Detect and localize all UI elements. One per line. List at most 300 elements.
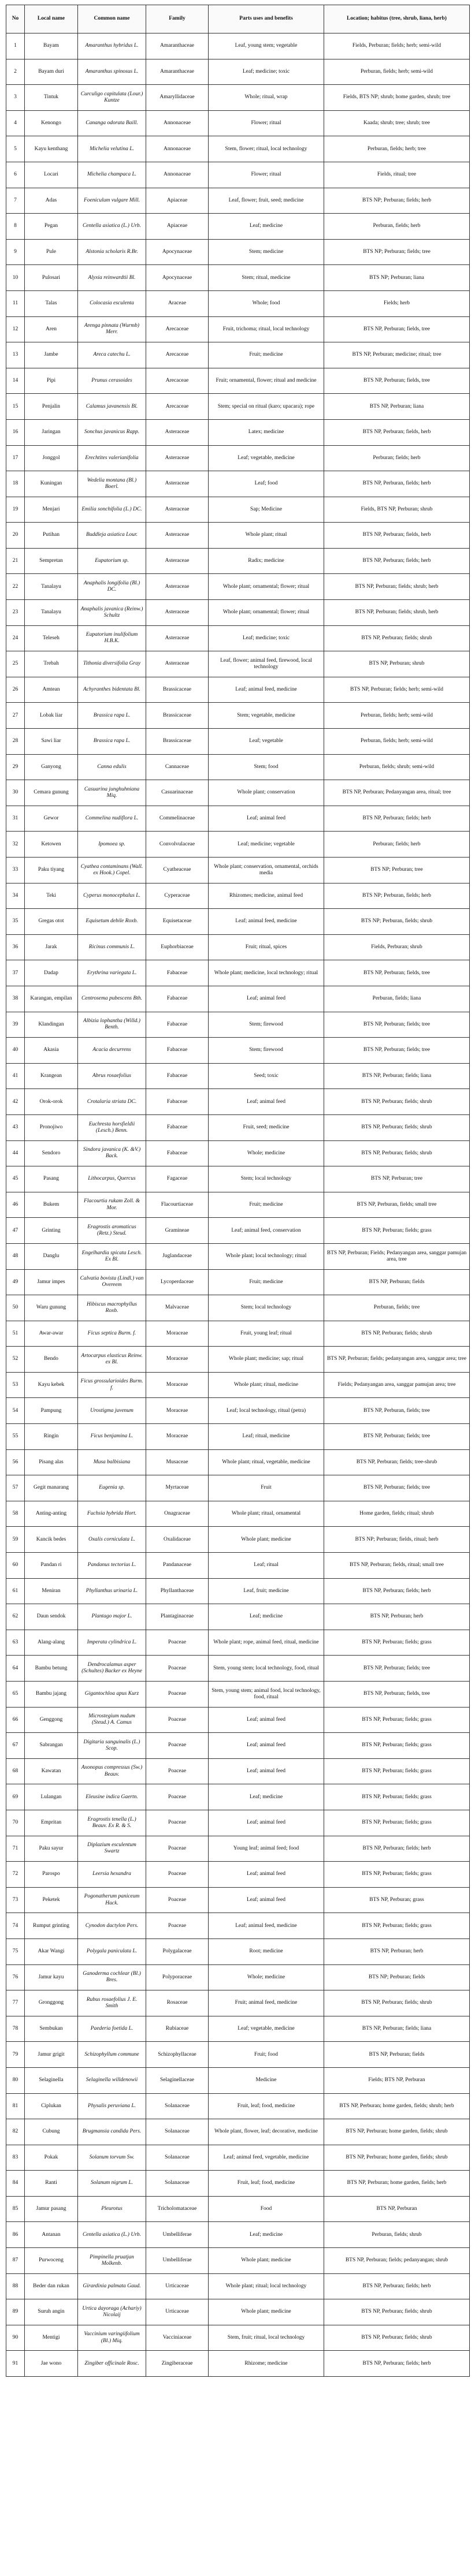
cell-common-name: Crotalaria striata DC.	[78, 1089, 146, 1115]
cell-local-name: Pampung	[25, 1398, 78, 1424]
cell-location: Fields; herb	[324, 290, 470, 316]
cell-family: Juglandaceae	[146, 1243, 209, 1269]
cell-location: BTS NP, Perburan; fields; herb	[324, 806, 470, 832]
cell-local-name: Jamur grigit	[25, 2042, 78, 2068]
cell-location: BTS NP, Perburan; fields, tree	[324, 960, 470, 986]
cell-common-name: Tithonia diversifolia Gray	[78, 651, 146, 677]
cell-parts-uses: Whole plant; medicine, local technology; ritual	[209, 960, 324, 986]
cell-location: Perburan, fields; herb	[324, 214, 470, 240]
cell-no: 88	[6, 2273, 25, 2299]
table-row	[6, 2016, 470, 2042]
table-row	[6, 1218, 470, 1244]
cell-family: Solanaceae	[146, 2093, 209, 2119]
cell-family: Brassicaceae	[146, 677, 209, 703]
cell-common-name: Plantago major L.	[78, 1604, 146, 1630]
cell-family: Poaceae	[146, 1810, 209, 1836]
cell-parts-uses: Fruit; medicine	[209, 342, 324, 368]
header-family: Family	[146, 5, 209, 33]
cell-location: BTS NP, Perburan; home garden, fields; shrub	[324, 2145, 470, 2171]
table-row	[6, 471, 470, 497]
cell-location: BTS NP, Perburan; herb	[324, 1938, 470, 1964]
cell-parts-uses: Leaf; vegetable	[209, 729, 324, 755]
table-row	[6, 523, 470, 549]
cell-family: Poaceae	[146, 1862, 209, 1888]
table-row	[6, 1501, 470, 1527]
cell-local-name: Jamur impes	[25, 1269, 78, 1295]
table-row	[6, 1295, 470, 1321]
cell-parts-uses: Whole plant; ornamental; flower; ritual	[209, 600, 324, 626]
cell-no: 60	[6, 1553, 25, 1579]
cell-family: Amaryllidaceae	[146, 85, 209, 111]
cell-family: Asteraceae	[146, 574, 209, 600]
table-row	[6, 188, 470, 214]
cell-no: 8	[6, 214, 25, 240]
table-row	[6, 1913, 470, 1939]
cell-common-name: Anaphalis javanica (Reinw.) Schultz	[78, 600, 146, 626]
cell-family: Gramineae	[146, 1218, 209, 1244]
table-row	[6, 1449, 470, 1475]
cell-parts-uses: Leaf; animal feed, medicine	[209, 1913, 324, 1939]
table-row	[6, 1578, 470, 1604]
cell-location: BTS NP, Perburan; fields; tree	[324, 1038, 470, 1064]
cell-location: BTS NP, Perburan; fields; shrub, herb	[324, 600, 470, 626]
cell-common-name: Solanum nigrum L.	[78, 2171, 146, 2197]
cell-no: 44	[6, 1140, 25, 1166]
table-row	[6, 934, 470, 960]
cell-no: 31	[6, 806, 25, 832]
cell-parts-uses: Whole plant; medicine	[209, 1527, 324, 1553]
cell-family: Selaginellaceae	[146, 2067, 209, 2093]
table-row	[6, 1038, 470, 1064]
cell-no: 4	[6, 110, 25, 136]
table-row	[6, 136, 470, 162]
cell-common-name: Anaphalis longifolia (Bl.) DC.	[78, 574, 146, 600]
cell-common-name: Vaccinium varingiifolium (Bl.) Miq.	[78, 2325, 146, 2351]
cell-parts-uses: Stem; local technology	[209, 1166, 324, 1192]
cell-location: BTS NP, Perburan; fields; grass	[324, 1784, 470, 1810]
table-row	[6, 780, 470, 806]
cell-local-name: Gewor	[25, 806, 78, 832]
cell-family: Fabaceae	[146, 1114, 209, 1140]
cell-local-name: Dadap	[25, 960, 78, 986]
cell-no: 10	[6, 265, 25, 291]
cell-no: 77	[6, 1990, 25, 2016]
cell-location: BTS NP, Perburan; herb	[324, 1604, 470, 1630]
table-row	[6, 2222, 470, 2248]
cell-common-name: Solanum torvum Sw.	[78, 2145, 146, 2171]
cell-common-name: Canna edulis	[78, 754, 146, 780]
cell-location: BTS NP, Perburan; fields; herb; semi-wild	[324, 677, 470, 703]
cell-common-name: Axonopus compressus (Sw.) Beauv.	[78, 1758, 146, 1784]
table-row	[6, 1682, 470, 1708]
cell-common-name: Alyxia reinwardtii Bl.	[78, 265, 146, 291]
cell-common-name: Leersia hexandra	[78, 1862, 146, 1888]
cell-family: Poaceae	[146, 1707, 209, 1733]
table-row	[6, 85, 470, 111]
cell-no: 75	[6, 1938, 25, 1964]
cell-family: Poaceae	[146, 1887, 209, 1913]
table-row	[6, 1089, 470, 1115]
cell-common-name: Abrus rosaefolius	[78, 1063, 146, 1089]
cell-common-name: Eleusine indica Gaertn.	[78, 1784, 146, 1810]
cell-family: Fabaceae	[146, 1140, 209, 1166]
cell-parts-uses: Leaf; medicine; toxic	[209, 625, 324, 651]
cell-parts-uses: Whole plant; ornamental; flower; ritual	[209, 574, 324, 600]
cell-common-name: Centella asiatica (L.) Urb.	[78, 214, 146, 240]
cell-common-name: Equisetum debile Roxb.	[78, 909, 146, 935]
cell-family: Apiaceae	[146, 188, 209, 214]
cell-common-name: Musa balbisiana	[78, 1449, 146, 1475]
cell-parts-uses: Fruit; ritual, spices	[209, 934, 324, 960]
cell-location: Kaada; shrub; tree; shrub; tree	[324, 110, 470, 136]
cell-local-name: Gronggong	[25, 1990, 78, 2016]
cell-no: 20	[6, 523, 25, 549]
cell-family: Vacciniaceae	[146, 2325, 209, 2351]
cell-local-name: Pronojiwo	[25, 1114, 78, 1140]
cell-parts-uses: Fruit; food	[209, 2042, 324, 2068]
cell-family: Flacourtiaceae	[146, 1192, 209, 1218]
cell-local-name: Akar Wangi	[25, 1938, 78, 1964]
cell-no: 18	[6, 471, 25, 497]
cell-parts-uses: Rhizomes; medicine, animal feed	[209, 883, 324, 909]
cell-common-name: Ipomoea sp.	[78, 832, 146, 858]
table-row	[6, 1527, 470, 1553]
cell-common-name: Erechtites valerianifolia	[78, 445, 146, 471]
cell-common-name: Calvatia bovista (Lindl.) van Overeem	[78, 1269, 146, 1295]
table-row	[6, 33, 470, 59]
table-row	[6, 368, 470, 394]
cell-location: BTS NP, Perburan; fields; shrub	[324, 1990, 470, 2016]
header-parts-uses: Parts uses and benefits	[209, 5, 324, 33]
cell-common-name: Urtica dayoraga (Achariy) Nicolaij	[78, 2299, 146, 2325]
cell-parts-uses: Latex; medicine	[209, 419, 324, 445]
cell-location: BTS NP, Perburan; fields; grass	[324, 1758, 470, 1784]
cell-common-name: Oxalis corniculata L.	[78, 1527, 146, 1553]
cell-family: Poaceae	[146, 1682, 209, 1708]
cell-family: Asteraceae	[146, 600, 209, 626]
cell-location: BTS NP, Perburan; fields, tree	[324, 316, 470, 342]
cell-no: 6	[6, 162, 25, 188]
cell-parts-uses: Stem; vegetable, medicine	[209, 703, 324, 729]
cell-location: BTS NP, Perburan; fields; herb	[324, 1836, 470, 1862]
cell-common-name: Buddleja asiatica Lour.	[78, 523, 146, 549]
header-location: Location; habitus (tree, shrub, liana, herb)	[324, 5, 470, 33]
cell-family: Polygalaceae	[146, 1938, 209, 1964]
cell-no: 14	[6, 368, 25, 394]
cell-location: BTS NP; Perburan, fields; shrub	[324, 909, 470, 935]
cell-no: 55	[6, 1424, 25, 1450]
cell-local-name: Gregas otot	[25, 909, 78, 935]
table-row	[6, 2145, 470, 2171]
plant-uses-table	[6, 5, 470, 2377]
cell-common-name: Arenga pinnata (Wurmb) Merr.	[78, 316, 146, 342]
cell-common-name: Amaranthus spinosus L.	[78, 59, 146, 85]
cell-parts-uses: Whole; medicine	[209, 1964, 324, 1990]
cell-parts-uses: Leaf; animal feed	[209, 1810, 324, 1836]
cell-common-name: Brassica rapa L.	[78, 703, 146, 729]
cell-family: Fabaceae	[146, 960, 209, 986]
cell-parts-uses: Whole plant; medicine	[209, 2248, 324, 2274]
cell-common-name: Schizophyllum commune	[78, 2042, 146, 2068]
cell-common-name: Eupatorium sp.	[78, 548, 146, 574]
cell-common-name: Euchresta horsfieldii (Lesch.) Benn.	[78, 1114, 146, 1140]
cell-local-name: Beder dan rukan	[25, 2273, 78, 2299]
cell-no: 45	[6, 1166, 25, 1192]
cell-no: 25	[6, 651, 25, 677]
cell-local-name: Kuningan	[25, 471, 78, 497]
cell-family: Equisetaceae	[146, 909, 209, 935]
cell-common-name: Casuarina junghuhniana Miq.	[78, 780, 146, 806]
cell-parts-uses: Fruit, seed; medicine	[209, 1114, 324, 1140]
cell-family: Euphorbiaceae	[146, 934, 209, 960]
cell-family: Lycoperdaceae	[146, 1269, 209, 1295]
cell-local-name: Trebah	[25, 651, 78, 677]
cell-location: BTS NP, Perburan; fields; grass	[324, 1913, 470, 1939]
cell-local-name: Sabrangan	[25, 1733, 78, 1759]
cell-parts-uses: Leaf, flower; animal feed, firewood, local technology	[209, 651, 324, 677]
cell-common-name: Pleurotus	[78, 2196, 146, 2222]
table-row	[6, 883, 470, 909]
cell-no: 37	[6, 960, 25, 986]
cell-no: 62	[6, 1604, 25, 1630]
cell-local-name: Sawi liar	[25, 729, 78, 755]
cell-family: Solanaceae	[146, 2145, 209, 2171]
table-row	[6, 2119, 470, 2145]
table-row	[6, 1990, 470, 2016]
cell-family: Brassicaceae	[146, 729, 209, 755]
cell-no: 12	[6, 316, 25, 342]
cell-family: Rosaceae	[146, 1990, 209, 2016]
cell-family: Oxalidaceae	[146, 1527, 209, 1553]
cell-no: 40	[6, 1038, 25, 1064]
cell-no: 13	[6, 342, 25, 368]
cell-parts-uses: Stem; medicine	[209, 239, 324, 265]
cell-location: BTS NP; Perburan, fields; herb	[324, 883, 470, 909]
cell-local-name: Jarak	[25, 934, 78, 960]
cell-parts-uses: Seed; toxic	[209, 1063, 324, 1089]
cell-family: Moraceae	[146, 1321, 209, 1347]
table-row	[6, 162, 470, 188]
cell-local-name: Pasang	[25, 1166, 78, 1192]
cell-family: Plantaginaceae	[146, 1604, 209, 1630]
cell-local-name: Pule	[25, 239, 78, 265]
cell-no: 38	[6, 986, 25, 1012]
table-row	[6, 1630, 470, 1656]
cell-location: BTS NP, Perburan; fields; herb	[324, 1578, 470, 1604]
table-row	[6, 445, 470, 471]
cell-parts-uses: Leaf; medicine; toxic	[209, 59, 324, 85]
cell-common-name: Fuchsia hybrida Hort.	[78, 1501, 146, 1527]
cell-family: Convolvulaceae	[146, 832, 209, 858]
cell-local-name: Bambu jajang	[25, 1682, 78, 1708]
cell-local-name: Jamur kayu	[25, 1964, 78, 1990]
cell-local-name: Menjari	[25, 497, 78, 523]
cell-family: Poaceae	[146, 1733, 209, 1759]
cell-parts-uses: Fruit, leaf; food, medicine	[209, 2093, 324, 2119]
cell-family: Asteraceae	[146, 471, 209, 497]
cell-common-name: Selaginella willdenowii	[78, 2067, 146, 2093]
cell-common-name: Paederia foetida L.	[78, 2016, 146, 2042]
cell-no: 82	[6, 2119, 25, 2145]
cell-no: 66	[6, 1707, 25, 1733]
cell-common-name: Amaranthus hybridus L.	[78, 33, 146, 59]
cell-location: BTS NP; Perburan; liana	[324, 265, 470, 291]
cell-local-name: Kancik bedes	[25, 1527, 78, 1553]
cell-no: 53	[6, 1372, 25, 1398]
cell-parts-uses: Leaf; animal feed	[209, 1089, 324, 1115]
cell-common-name: Zingiber officinale Rosc.	[78, 2351, 146, 2377]
cell-no: 26	[6, 677, 25, 703]
cell-location: BTS NP; Perburan; fields, ritual; herb	[324, 1527, 470, 1553]
cell-family: Onagraceae	[146, 1501, 209, 1527]
table-row	[6, 1553, 470, 1579]
cell-family: Asteraceae	[146, 625, 209, 651]
cell-location: BTS NP, Perburan; fields; shrub	[324, 1089, 470, 1115]
cell-location: BTS NP, Perburan; home garden, fields; shrub	[324, 2119, 470, 2145]
cell-location: BTS NP, Perburan; fields; tree	[324, 1012, 470, 1038]
cell-common-name: Prunus cerasoides	[78, 368, 146, 394]
cell-common-name: Polygala paniculata L.	[78, 1938, 146, 1964]
cell-family: Urticaceae	[146, 2273, 209, 2299]
table-row	[6, 1784, 470, 1810]
cell-no: 3	[6, 85, 25, 111]
cell-location: BTS NP, Perburan; fields; shrub; herb	[324, 574, 470, 600]
cell-family: Arecaceae	[146, 368, 209, 394]
table-row	[6, 1063, 470, 1089]
cell-common-name: Engelhardia spicata Lesch. Ex Bl.	[78, 1243, 146, 1269]
cell-family: Apocynaceae	[146, 265, 209, 291]
cell-location: Perburan; fields; herb	[324, 832, 470, 858]
cell-parts-uses: Leaf; medicine	[209, 1784, 324, 1810]
table-row	[6, 2299, 470, 2325]
cell-local-name: Anting-anting	[25, 1501, 78, 1527]
cell-no: 7	[6, 188, 25, 214]
cell-common-name: Emilia sonchifolia (L.) DC.	[78, 497, 146, 523]
cell-parts-uses: Flower; ritual	[209, 110, 324, 136]
cell-parts-uses: Whole plant; ritual, ornamental	[209, 1501, 324, 1527]
cell-local-name: Aren	[25, 316, 78, 342]
cell-common-name: Eragrostis aromaticus (Retz.) Steud.	[78, 1218, 146, 1244]
cell-common-name: Dendrocalamus asper (Schultes) Backer ex Heyne	[78, 1656, 146, 1682]
cell-location: BTS NP, Perburan; fields; grass	[324, 1733, 470, 1759]
cell-no: 34	[6, 883, 25, 909]
cell-parts-uses: Whole plant; conservation, ornamental, orchids media	[209, 858, 324, 883]
cell-common-name: Brugmansia candida Pers.	[78, 2119, 146, 2145]
cell-parts-uses: Leaf; medicine	[209, 214, 324, 240]
cell-no: 73	[6, 1887, 25, 1913]
table-row	[6, 316, 470, 342]
table-row	[6, 548, 470, 574]
cell-parts-uses: Stem, flower; ritual, local technology	[209, 136, 324, 162]
table-row	[6, 729, 470, 755]
cell-parts-uses: Leaf; animal feed	[209, 1707, 324, 1733]
cell-location: BTS NP, Perburan; fields; shrub	[324, 2325, 470, 2351]
table-row	[6, 1604, 470, 1630]
table-row	[6, 1166, 470, 1192]
cell-location: Perburan, fields; herb; semi-wild	[324, 59, 470, 85]
cell-local-name: Sempretan	[25, 548, 78, 574]
cell-common-name: Commelina nudiflora L.	[78, 806, 146, 832]
cell-location: BTS NP, Perburan; Fields; Pedanyangan area, sanggar pamujan area, tree	[324, 1243, 470, 1269]
cell-parts-uses: Stem, fruit; ritual, local technology	[209, 2325, 324, 2351]
cell-parts-uses: Leaf; food	[209, 471, 324, 497]
cell-local-name: Teki	[25, 883, 78, 909]
cell-local-name: Kawatan	[25, 1758, 78, 1784]
cell-location: Perburan, fields; herb; semi-wild	[324, 703, 470, 729]
cell-no: 11	[6, 290, 25, 316]
cell-no: 54	[6, 1398, 25, 1424]
cell-common-name: Flacourtia rukam Zoll. & Mor.	[78, 1192, 146, 1218]
cell-local-name: Bayam duri	[25, 59, 78, 85]
cell-parts-uses: Leaf; animal feed	[209, 986, 324, 1012]
cell-common-name: Gigantochloa apus Kurz	[78, 1682, 146, 1708]
cell-local-name: Orok-orok	[25, 1089, 78, 1115]
table-row	[6, 754, 470, 780]
cell-family: Pandanaceae	[146, 1553, 209, 1579]
cell-local-name: Lobak liar	[25, 703, 78, 729]
table-row	[6, 1758, 470, 1784]
cell-location: BTS NP, Perburan; fields, herb	[324, 419, 470, 445]
cell-parts-uses: Whole plant; ritual, vegetable, medicine	[209, 1449, 324, 1475]
table-row	[6, 1372, 470, 1398]
cell-common-name: Physalis peruviana L.	[78, 2093, 146, 2119]
cell-no: 79	[6, 2042, 25, 2068]
table-row	[6, 625, 470, 651]
cell-common-name: Albizia lophantha (Willd.) Benth.	[78, 1012, 146, 1038]
cell-family: Asteraceae	[146, 497, 209, 523]
table-row	[6, 394, 470, 420]
cell-location: Perburan, fields; shrub	[324, 2222, 470, 2248]
cell-family: Annonaceae	[146, 136, 209, 162]
cell-family: Rubiaceae	[146, 2016, 209, 2042]
cell-local-name: Paku tiyang	[25, 858, 78, 883]
cell-no: 24	[6, 625, 25, 651]
table-row	[6, 1964, 470, 1990]
cell-location: BTS NP, Perburan; fields; grass	[324, 1218, 470, 1244]
cell-parts-uses: Stem; special on ritual (karo; upacara); rope	[209, 394, 324, 420]
cell-no: 70	[6, 1810, 25, 1836]
cell-parts-uses: Stem; firewood	[209, 1012, 324, 1038]
cell-local-name: Karangan, empilan	[25, 986, 78, 1012]
cell-location: BTS NP, Perburan; fields; tree	[324, 1424, 470, 1450]
cell-location: BTS NP, Perburan; home garden, fields; herb	[324, 2171, 470, 2197]
cell-location: BTS NP, Perburan, fields; small tree	[324, 1192, 470, 1218]
cell-location: Fields, Perburan; fields; herb; semi-wild	[324, 33, 470, 59]
cell-no: 48	[6, 1243, 25, 1269]
table-row	[6, 1424, 470, 1450]
table-row	[6, 1887, 470, 1913]
cell-no: 9	[6, 239, 25, 265]
cell-common-name: Diplazium esculentum Swartz	[78, 1836, 146, 1862]
cell-common-name: Eugenia sp.	[78, 1475, 146, 1501]
cell-parts-uses: Fruit, trichoma; ritual, local technology	[209, 316, 324, 342]
cell-common-name: Girardinia palmata Gaud.	[78, 2273, 146, 2299]
cell-family: Fabaceae	[146, 1089, 209, 1115]
cell-family: Umbelliferae	[146, 2222, 209, 2248]
table-row	[6, 1938, 470, 1964]
cell-family: Tricholomataceae	[146, 2196, 209, 2222]
cell-family: Malvaceae	[146, 1295, 209, 1321]
cell-no: 67	[6, 1733, 25, 1759]
cell-location: BTS NP, Perburan; fields; pedanyangan; shrub	[324, 2248, 470, 2274]
cell-family: Poaceae	[146, 1836, 209, 1862]
cell-local-name: Locari	[25, 162, 78, 188]
cell-family: Annonaceae	[146, 110, 209, 136]
cell-common-name: Centella asiatica (L.) Urb.	[78, 2222, 146, 2248]
cell-family: Asteraceae	[146, 548, 209, 574]
cell-no: 50	[6, 1295, 25, 1321]
cell-location: Fields, Perburan; shrub	[324, 934, 470, 960]
